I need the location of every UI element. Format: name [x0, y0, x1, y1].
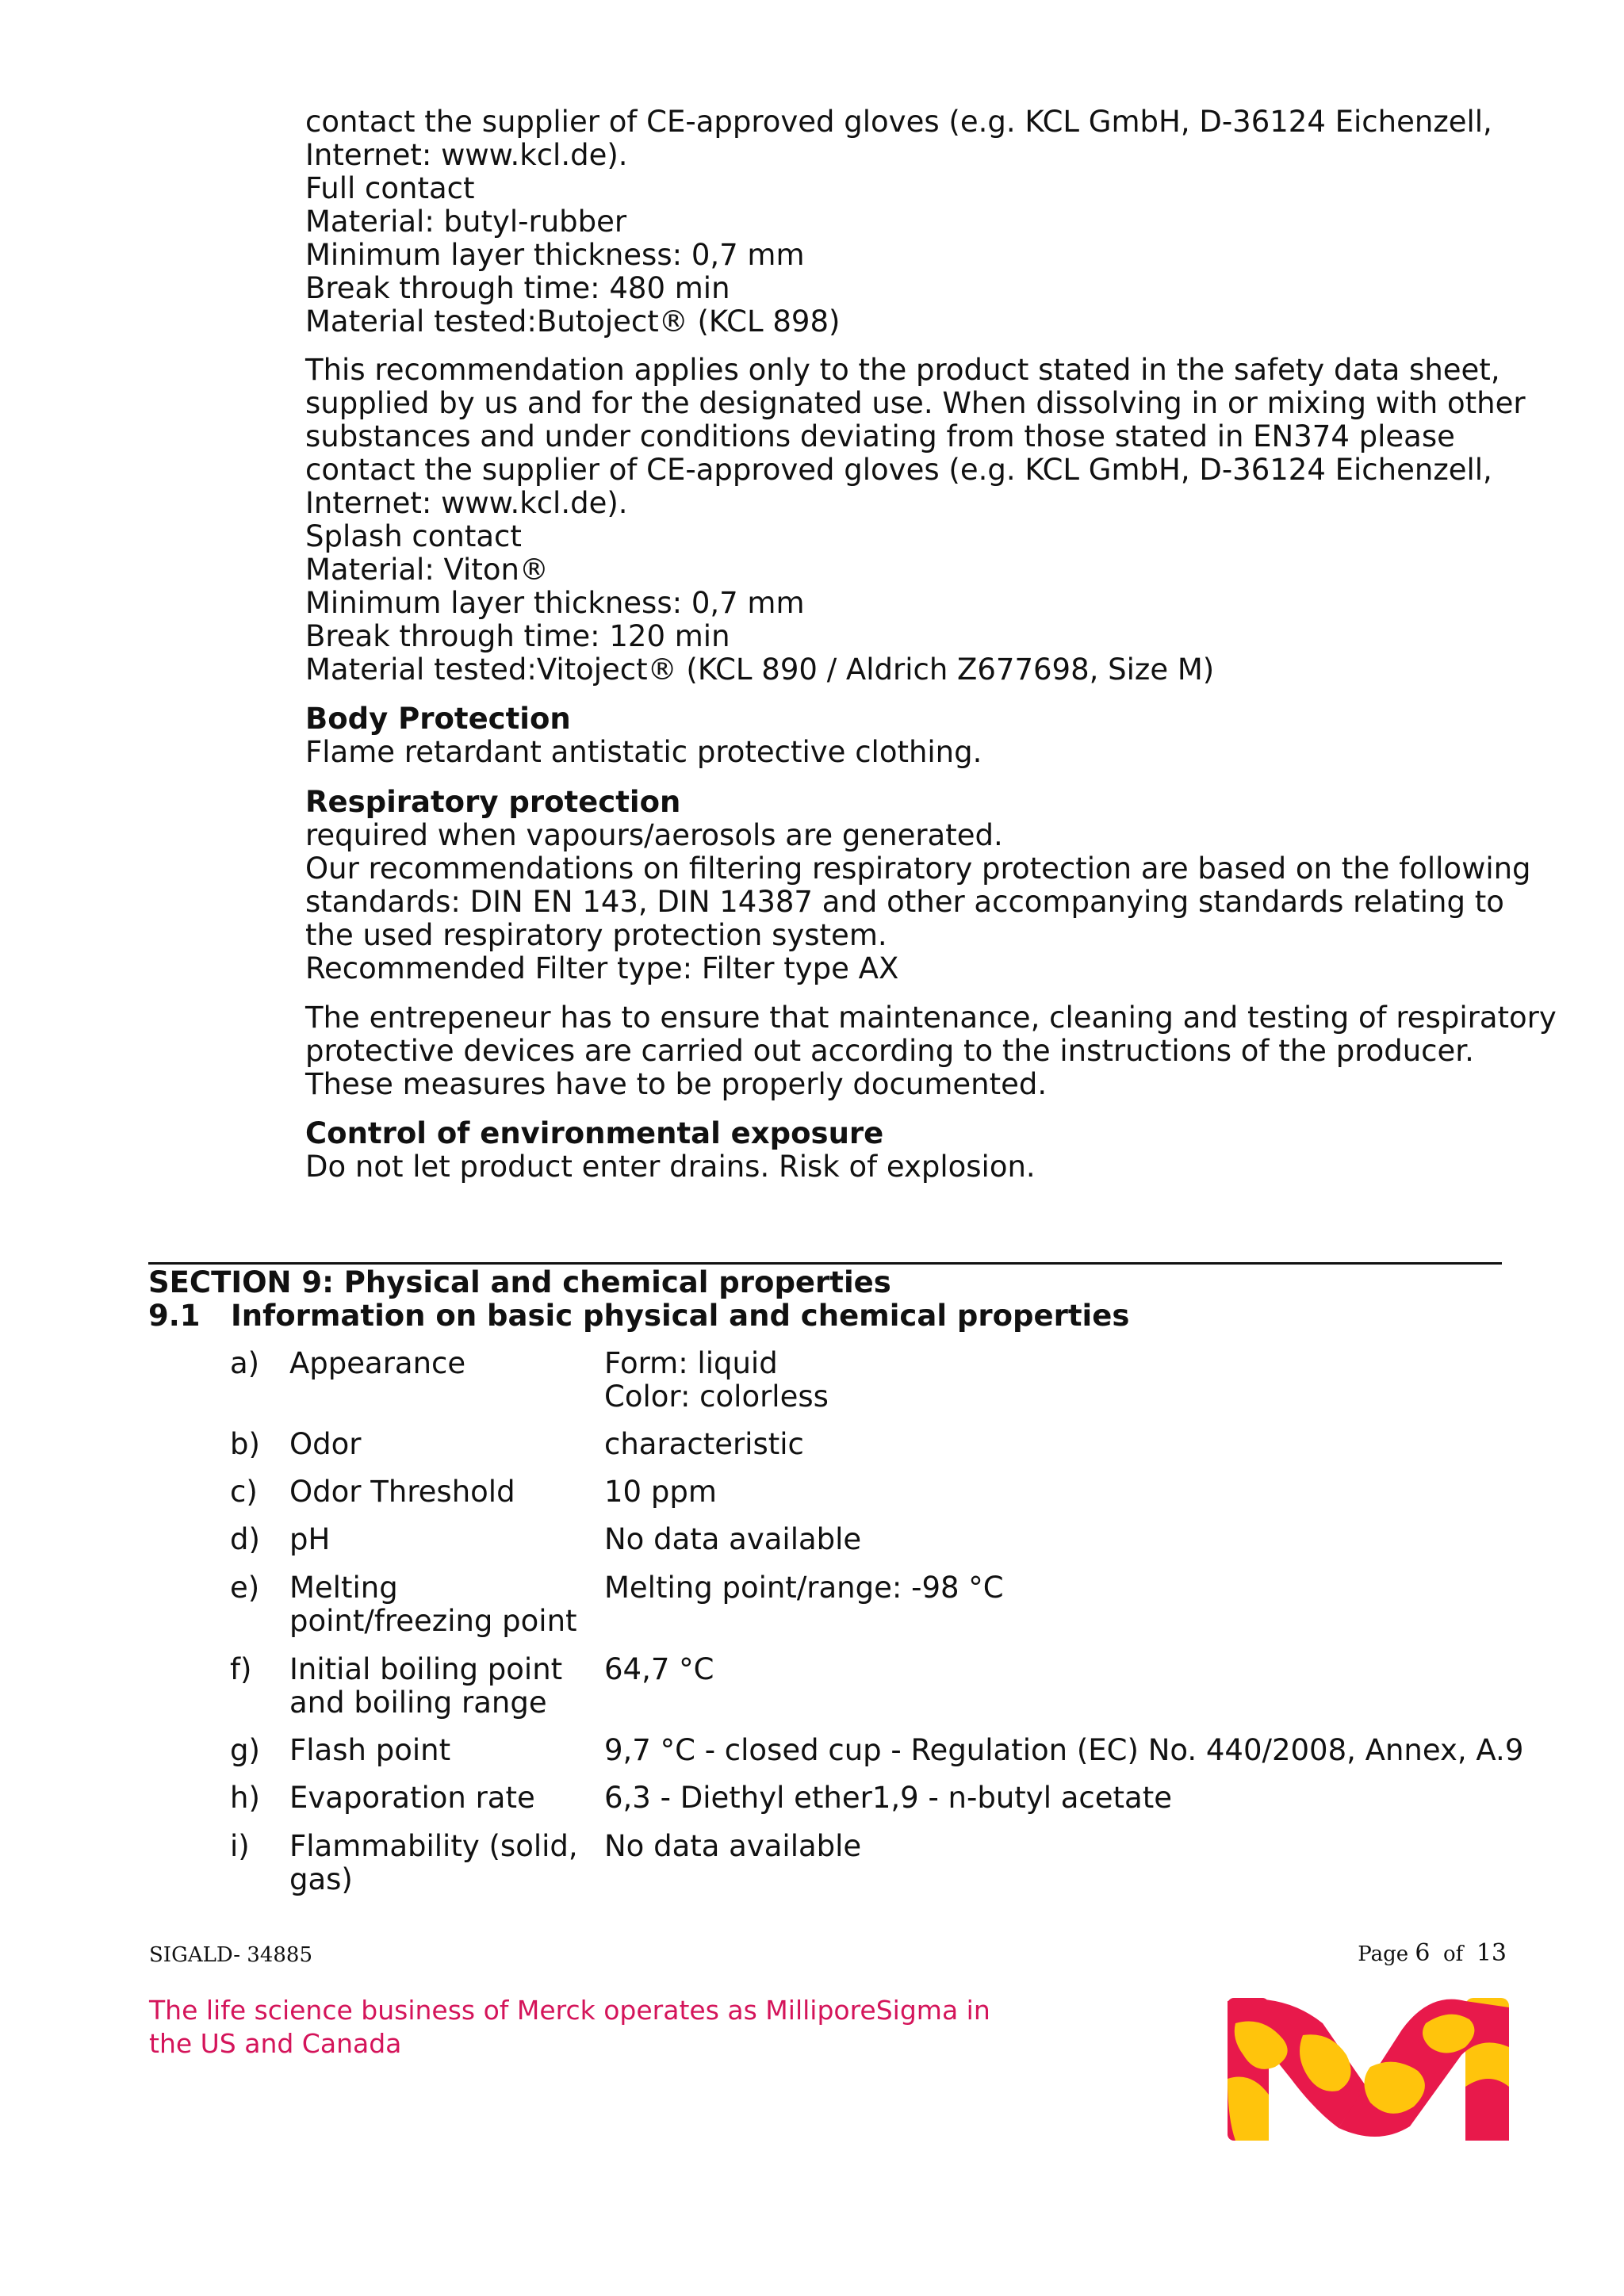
property-value: No data available	[604, 1522, 862, 1556]
text-line: Material: butyl-rubber	[305, 205, 627, 239]
text-line: required when vapours/aerosols are generated.	[305, 818, 1003, 852]
property-letter: e)	[230, 1571, 260, 1605]
text-line: Break through time: 480 min	[305, 271, 730, 305]
property-value: 9,7 °C - closed cup - Regulation (EC) No. 440/2008, Annex, A.9	[604, 1733, 1524, 1767]
respiratory-protection-heading: Respiratory protection	[305, 785, 681, 819]
text-line: This recommendation applies only to the product stated in the safety data sheet,	[305, 353, 1500, 387]
text-line: Minimum layer thickness: 0,7 mm	[305, 238, 805, 272]
text-line: protective devices are carried out according to the instructions of the producer.	[305, 1034, 1474, 1068]
subsection-number: 9.1	[148, 1299, 201, 1333]
property-value: Form: liquid Color: colorless	[604, 1346, 829, 1414]
property-value: 6,3 - Diethyl ether1,9 - n-butyl acetate	[604, 1781, 1172, 1815]
property-name: Odor Threshold	[289, 1475, 515, 1509]
respiratory-maintenance-block	[305, 1001, 1557, 1101]
document-id: SIGALD- 34885	[149, 1943, 312, 1967]
section-9-title: SECTION 9: Physical and chemical properties	[148, 1265, 891, 1299]
page-label: Page	[1358, 1942, 1409, 1966]
text-line: Material tested:Butoject® (KCL 898)	[305, 304, 841, 339]
text-line: Material: Viton®	[305, 553, 549, 587]
property-letter: g)	[230, 1733, 260, 1767]
property-value: characteristic	[604, 1427, 804, 1461]
environmental-exposure-block	[305, 1117, 1495, 1184]
property-value: Melting point/range: -98 °C	[604, 1571, 1004, 1605]
body-protection-heading: Body Protection	[305, 702, 571, 736]
property-row-odor	[0, 1428, 1624, 1461]
property-name: Evaporation rate	[289, 1781, 535, 1815]
property-row-odor-threshold	[0, 1475, 1624, 1509]
page-total: 13	[1476, 1939, 1507, 1967]
text-line: The entrepeneur has to ensure that maintenance, cleaning and testing of respiratory	[305, 1001, 1557, 1035]
property-row-evaporation-rate	[0, 1781, 1624, 1815]
property-name: Initial boiling point and boiling range	[289, 1652, 563, 1720]
property-letter: h)	[230, 1781, 260, 1815]
text-line: These measures have to be properly documented.	[305, 1067, 1048, 1101]
property-letter: d)	[230, 1522, 260, 1556]
property-value: 10 ppm	[604, 1475, 717, 1509]
body-protection-text: Flame retardant antistatic protective clothing.	[305, 735, 982, 769]
gloves-splash-contact-block	[305, 353, 1526, 687]
property-letter: b)	[230, 1427, 260, 1461]
property-value: 64,7 °C	[604, 1652, 714, 1686]
text-line: Full contact	[305, 171, 475, 205]
text-line: Minimum layer thickness: 0,7 mm	[305, 586, 805, 620]
text-line: Recommended Filter type: Filter type AX	[305, 951, 899, 985]
property-name: Odor	[289, 1427, 362, 1461]
logo-red-blob-6	[1465, 2079, 1509, 2141]
section-divider	[148, 1262, 1502, 1265]
property-row-boiling-point	[0, 1653, 1624, 1720]
page-indicator	[1358, 1940, 1507, 1968]
property-letter: f)	[230, 1652, 252, 1686]
merck-tagline: The life science business of Merck operates as MilliporeSigma in the US and Canada	[149, 1995, 990, 2059]
body-protection-block	[305, 702, 1495, 769]
property-row-appearance	[0, 1347, 1624, 1414]
property-row-melting-point	[0, 1571, 1624, 1638]
subsection-title: Information on basic physical and chemical properties	[231, 1299, 1130, 1333]
text-line: Internet: www.kcl.de).	[305, 486, 628, 520]
respiratory-protection-block	[305, 785, 1531, 985]
environmental-exposure-text: Do not let product enter drains. Risk of explosion.	[305, 1150, 1036, 1184]
property-name: Melting point/freezing point	[289, 1571, 577, 1638]
page-number: 6	[1415, 1939, 1431, 1967]
text-line: Internet: www.kcl.de).	[305, 138, 628, 172]
of-label: of	[1443, 1942, 1464, 1966]
text-line: supplied by us and for the designated use. When dissolving in or mixing with other	[305, 386, 1526, 420]
text-line: substances and under conditions deviating from those stated in EN374 please	[305, 419, 1455, 453]
text-line: Break through time: 120 min	[305, 619, 730, 653]
property-row-flammability	[0, 1830, 1624, 1896]
merck-m-logo	[1228, 1992, 1509, 2142]
property-row-ph	[0, 1523, 1624, 1556]
property-row-flash-point	[0, 1734, 1624, 1767]
property-value: No data available	[604, 1829, 862, 1863]
text-line: Material tested:Vitoject® (KCL 890 / Aldrich Z677698, Size M)	[305, 652, 1215, 687]
text-line: Splash contact	[305, 519, 522, 553]
property-name: Appearance	[289, 1346, 466, 1380]
property-name: Flash point	[289, 1733, 451, 1767]
property-letter: c)	[230, 1475, 258, 1509]
property-letter: a)	[230, 1346, 260, 1380]
text-line: contact the supplier of CE-approved gloves (e.g. KCL GmbH, D-36124 Eichenzell,	[305, 105, 1492, 139]
property-name: pH	[289, 1522, 331, 1556]
environmental-exposure-heading: Control of environmental exposure	[305, 1116, 884, 1150]
text-line: Our recommendations on filtering respiratory protection are based on the following	[305, 851, 1531, 886]
text-line: contact the supplier of CE-approved gloves (e.g. KCL GmbH, D-36124 Eichenzell,	[305, 453, 1492, 487]
text-line: standards: DIN EN 143, DIN 14387 and other accompanying standards relating to	[305, 885, 1504, 919]
property-name: Flammability (solid, gas)	[289, 1829, 578, 1896]
text-line: the used respiratory protection system.	[305, 918, 887, 952]
property-letter: i)	[230, 1829, 250, 1863]
gloves-full-contact-block	[305, 105, 1495, 339]
